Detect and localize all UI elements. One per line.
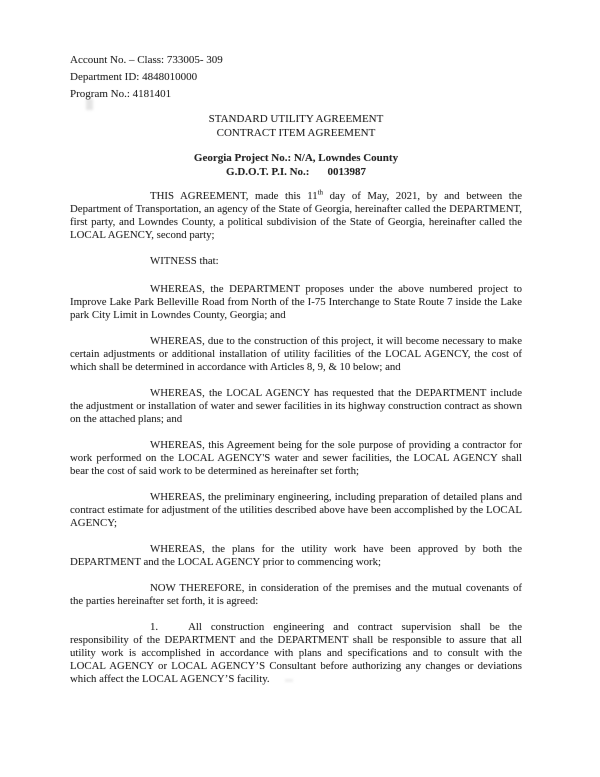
whereas-paragraph-3: WHEREAS, the LOCAL AGENCY has requested that the DEPARTMENT include the adjustment or installation of water and sewer facilities in its highway construction contract as shown on the attached plans; and	[70, 387, 522, 425]
item-1-paragraph	[70, 621, 522, 686]
now-therefore-paragraph: NOW THEREFORE, in consideration of the premises and the mutual covenants of the parties hereinafter set forth, it is agreed:	[70, 582, 522, 607]
account-number-line: Account No. – Class: 733005- 309	[70, 54, 223, 66]
program-number-line: Program No.: 4181401	[70, 88, 172, 100]
document-title: STANDARD UTILITY AGREEMENT	[208, 113, 384, 125]
opening-text-pre: THIS AGREEMENT, made this 11	[150, 190, 318, 202]
department-id-line: Department ID: 4848010000	[70, 71, 198, 83]
item-text: All construction engineering and contract supervision shall be the responsibility of the DEPARTMENT and the DEPARTMENT shall be responsible to assure that all utility work is accomplished in accordance with plans and specifications and to consult with the LOCAL AGENCY or LOCAL AGENCY’S Consultant before authorizing any changes or deviations which affect the LOCAL AGENCY’S facility.	[70, 621, 522, 685]
project-block	[70, 152, 522, 179]
opening-paragraph	[70, 190, 522, 242]
agreement-body	[70, 190, 522, 686]
whereas-paragraph-4: WHEREAS, this Agreement being for the sole purpose of providing a contractor for work performed on the LOCAL AGENCY'S water and sewer facilities, the LOCAL AGENCY shall bear the cost of said work to be determined as hereinafter set forth;	[70, 439, 522, 477]
superscript-ordinal: th	[317, 188, 324, 197]
pi-value: 0013987	[327, 165, 366, 178]
pi-label: G.D.O.T. P.I. No.:	[226, 165, 310, 178]
pi-number-line	[70, 166, 522, 180]
whereas-paragraph-1: WHEREAS, the DEPARTMENT proposes under the above numbered project to Improve Lake Park Belleville Road from North of the I-75 Interchange to State Route 7 inside the Lake park City Limit in Lowndes County, Georgia; and	[70, 283, 522, 321]
document-content	[70, 52, 522, 686]
item-number: 1.	[150, 621, 159, 633]
title-block	[70, 112, 522, 140]
project-number-line: Georgia Project No.: N/A, Lowndes County	[193, 152, 399, 164]
whereas-paragraph-5: WHEREAS, the preliminary engineering, including preparation of detailed plans and contract estimate for adjustment of the utilities described above have been accomplished by the LOCAL AGENCY;	[70, 491, 522, 529]
opening-text-post: day of May, 2021, by and between the Department of Transportation, an agency of the State of Georgia, hereinafter called the DEPARTMENT, first party, and Lowndes County, a political subdivision of the State of Georgia, hereinafter called the LOCAL AGENCY, second party;	[70, 190, 522, 241]
whereas-paragraph-2: WHEREAS, due to the construction of this project, it will become necessary to make certain adjustments or additional installation of utility facilities of the LOCAL AGENCY, the cost of which shall be determined in accordance with Articles 8, 9, & 10 below; and	[70, 335, 522, 373]
witness-line: WITNESS that:	[150, 255, 219, 267]
whereas-paragraph-6: WHEREAS, the plans for the utility work have been approved by both the DEPARTMENT and the LOCAL AGENCY prior to commencing work;	[70, 543, 522, 568]
document-subtitle: CONTRACT ITEM AGREEMENT	[216, 127, 376, 139]
